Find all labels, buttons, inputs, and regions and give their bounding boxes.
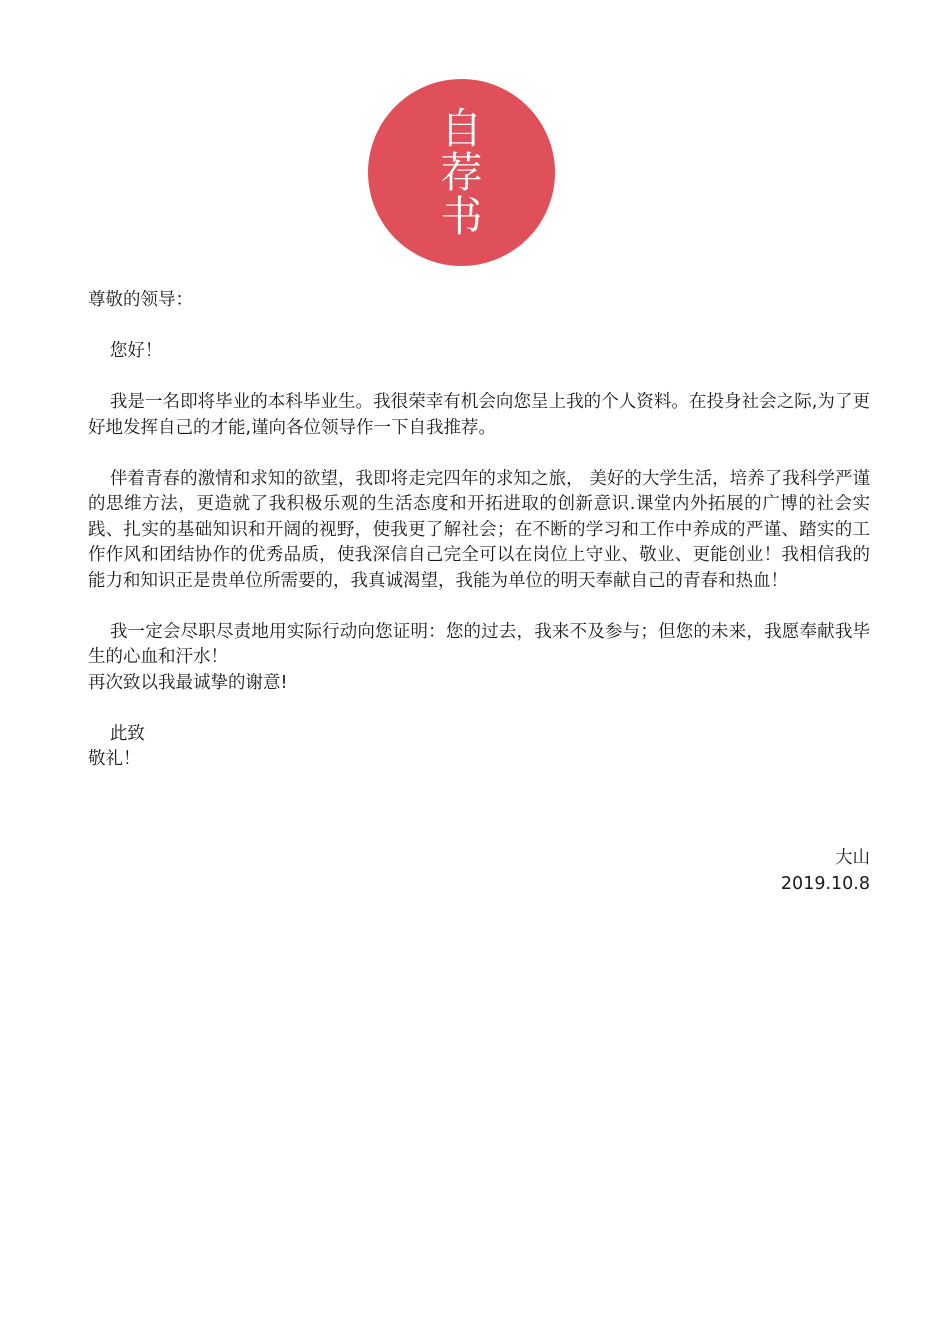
greeting: 您好！ xyxy=(109,341,163,361)
paragraph-experience: 伴着青春的激情和求知的欲望，我即将走完四年的求知之旅， 美好的大学生活，培养了我科学严谨的思维方法，更造就了我积极乐观的生活态度和开拓进取的创新意识.课堂内外拓展的广博的社会实践、扎实的基础知识和开阔的视野，使我更了解社会；在不断的学习和工作中养成的严谨、踏实的工作作风和团结协作的优秀品质，使我深信自己完全可以在岗位上守业、敬业、更能创业！我相信我的能力和知识正是贵单位所需要的，我真诚渴望，我能为单位的明天奉献自己的青春和热血！ xyxy=(88,468,870,591)
letter-body xyxy=(88,288,870,773)
signature-block xyxy=(781,846,870,897)
thanks-line: 再次致以我最诚挚的谢意! xyxy=(88,672,288,693)
salutation: 尊敬的领导： xyxy=(88,290,193,310)
title-char-3: 书 xyxy=(440,191,483,241)
paragraph-intro: 我是一名即将毕业的本科毕业生。我很荣幸有机会向您呈上我的个人资料。在投身社会之际,为了更好地发挥自己的才能,谨向各位领导作一下自我推荐。 xyxy=(88,392,870,438)
title-char-1: 自 xyxy=(440,103,483,153)
signature-date: 2019.10.8 xyxy=(780,873,870,894)
signature-name: 大山 xyxy=(835,848,870,868)
paragraph-commitment: 我一定会尽职尽责地用实际行动向您证明：您的过去，我来不及参与；但您的未来，我愿奉献我毕生的心血和汗水！ xyxy=(88,621,870,667)
closing-line-1: 此致 xyxy=(109,723,145,744)
title-char-2: 荐 xyxy=(440,147,483,197)
title-badge xyxy=(368,79,555,266)
closing-line-2: 敬礼！ xyxy=(88,749,141,769)
